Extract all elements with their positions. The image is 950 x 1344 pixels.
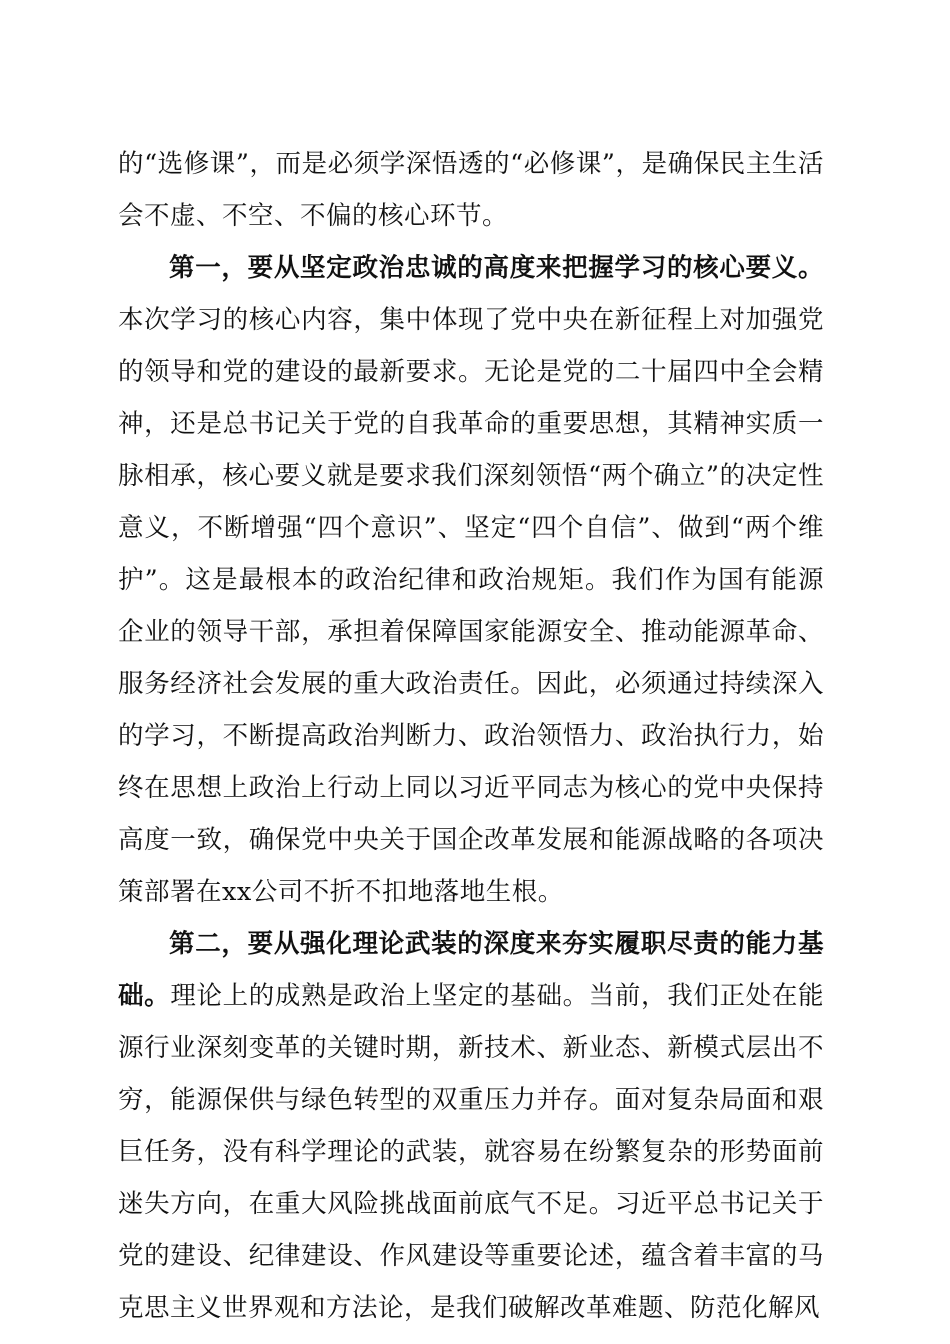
document-body bbox=[118, 138, 824, 1334]
paragraph-point-two bbox=[118, 918, 824, 1334]
paragraph-text: 的“选修课”，而是必须学深悟透的“必修课”，是确保民主生活会不虚、不空、不偏的核心环节。 bbox=[118, 149, 824, 231]
paragraph-lead-sentence: 第二，要从强化理论武装的深度来夯实履职尽责的能力基础。 bbox=[118, 929, 824, 1011]
paragraph-intro-continuation bbox=[118, 138, 824, 242]
paragraph-text: 本次学习的核心内容，集中体现了党中央在新征程上对加强党的领导和党的建设的最新要求。无论是党的二十届四中全会精神，还是总书记关于党的自我革命的重要思想，其精神实质一脉相承，核心要义就是要求我们深刻领悟“两个确立”的决定性意义，不断增强“四个意识”、坚定“四个自信”、做到“两个维护”。这是最根本的政治纪律和政治规矩。我们作为国有能源企业的领导干部，承担着保障国家能源安全、推动能源革命、服务经济社会发展的重大政治责任。因此，必须通过持续深入的学习，不断提高政治判断力、政治领悟力、政治执行力，始终在思想上政治上行动上同以习近平同志为核心的党中央保持高度一致，确保党中央关于国企改革发展和能源战略的各项决策部署在xx公司不折不扣地落地生根。 bbox=[118, 305, 824, 907]
paragraph-point-one bbox=[118, 242, 824, 918]
paragraph-text: 理论上的成熟是政治上坚定的基础。当前，我们正处在能源行业深刻变革的关键时期，新技术、新业态、新模式层出不穷，能源保供与绿色转型的双重压力并存。面对复杂局面和艰巨任务，没有科学理论的武装，就容易在纷繁复杂的形势面前迷失方向，在重大风险挑战面前底气不足。习近平总书记关于党的建设、纪律建设、作风建设等重要论述，蕴含着丰富的马克思主义世界观和方法论，是我们破解改革难题、防范化解风 bbox=[118, 981, 824, 1323]
paragraph-lead-sentence: 第一，要从坚定政治忠诚的高度来把握学习的核心要义。 bbox=[169, 253, 824, 283]
